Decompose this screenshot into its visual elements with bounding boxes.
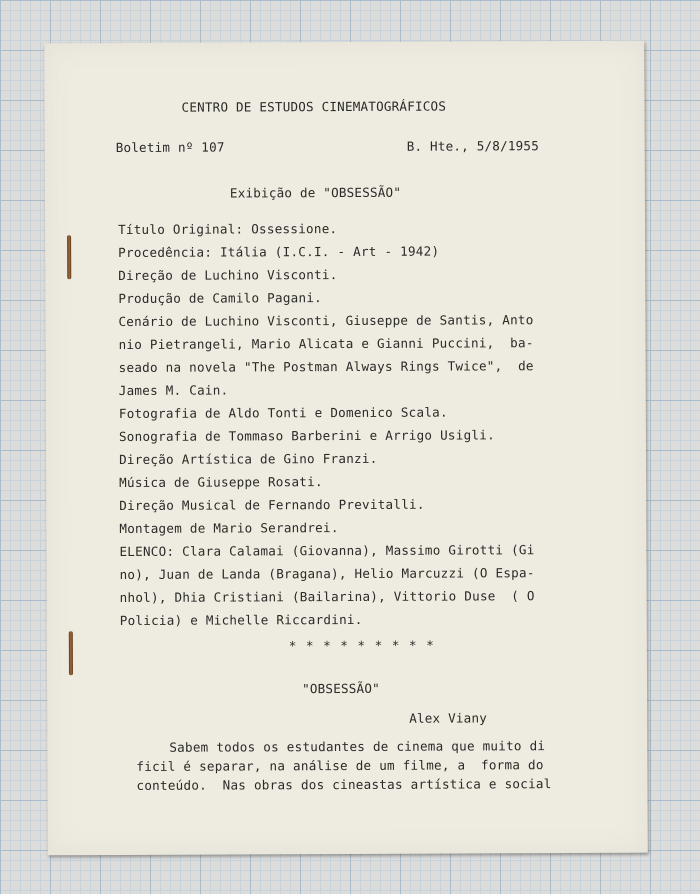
credit-line: Procedência: Itália (I.C.I. - Art - 1942) [118,243,440,260]
film-credits [118,220,535,636]
staple-mark [69,631,73,675]
credit-line: Cenário de Luchino Visconti, Giuseppe de Santis, Anto [118,312,534,329]
credit-line: Produção de Camilo Pagani. [118,290,323,306]
review-author: Alex Viany [409,710,488,726]
body-line: Sabem todos os estudantes de cinema que muito di [169,738,546,755]
credit-line: Título Original: Ossessione. [118,221,338,237]
exhibition-title: Exibição de "OBSESSÃO" [229,184,402,201]
credit-line: nhol), Dhia Cristiani (Bailarina), Vittorio Duse ( O [119,588,535,605]
credit-line: Direção Musical de Fernando Previtalli. [119,496,425,513]
credit-line: James M. Cain. [118,382,229,398]
credit-line: Direção de Luchino Visconti. [118,267,338,283]
staple-mark [67,235,71,279]
organization-name: CENTRO DE ESTUDOS CINEMATOGRÁFICOS [181,98,447,115]
credit-line: Música de Giuseppe Rosati. [119,474,323,490]
credit-line: nio Pietrangeli, Mario Alicata e Gianni Puccini, ba- [118,335,534,352]
credit-line: Fotografia de Aldo Tonti e Domenico Scala. [118,404,448,421]
credit-line: Montagem de Mario Serandrei. [119,520,339,536]
credit-line: Direção Artística de Gino Franzi. [119,450,378,467]
credit-line: seado na novela "The Postman Always Rings Twice", de [118,358,534,375]
credit-line: ELENCO: Clara Calamai (Giovanna), Massimo Girotti (Gi [119,542,535,559]
credit-line: Policia) e Michelle Riccardini. [119,611,363,628]
review-title: "OBSESSÃO" [302,680,380,697]
review-body [136,738,551,797]
bulletin-number: Boletim nº 107 [115,139,225,156]
place-date: B. Hte., 5/8/1955 [406,138,540,154]
body-line: ficil é separar, na análise de um filme, a forma do [136,757,544,774]
credit-line: Sonografia de Tommaso Barberini e Arrigo Usigli. [118,427,495,444]
credit-line: no), Juan de Landa (Bragana), Helio Marcuzzi (O Espa- [119,565,535,582]
document-page [44,41,648,856]
section-separator: * * * * * * * * * [288,637,435,654]
body-line: conteúdo. Nas obras dos cineastas artística e social [136,776,552,793]
